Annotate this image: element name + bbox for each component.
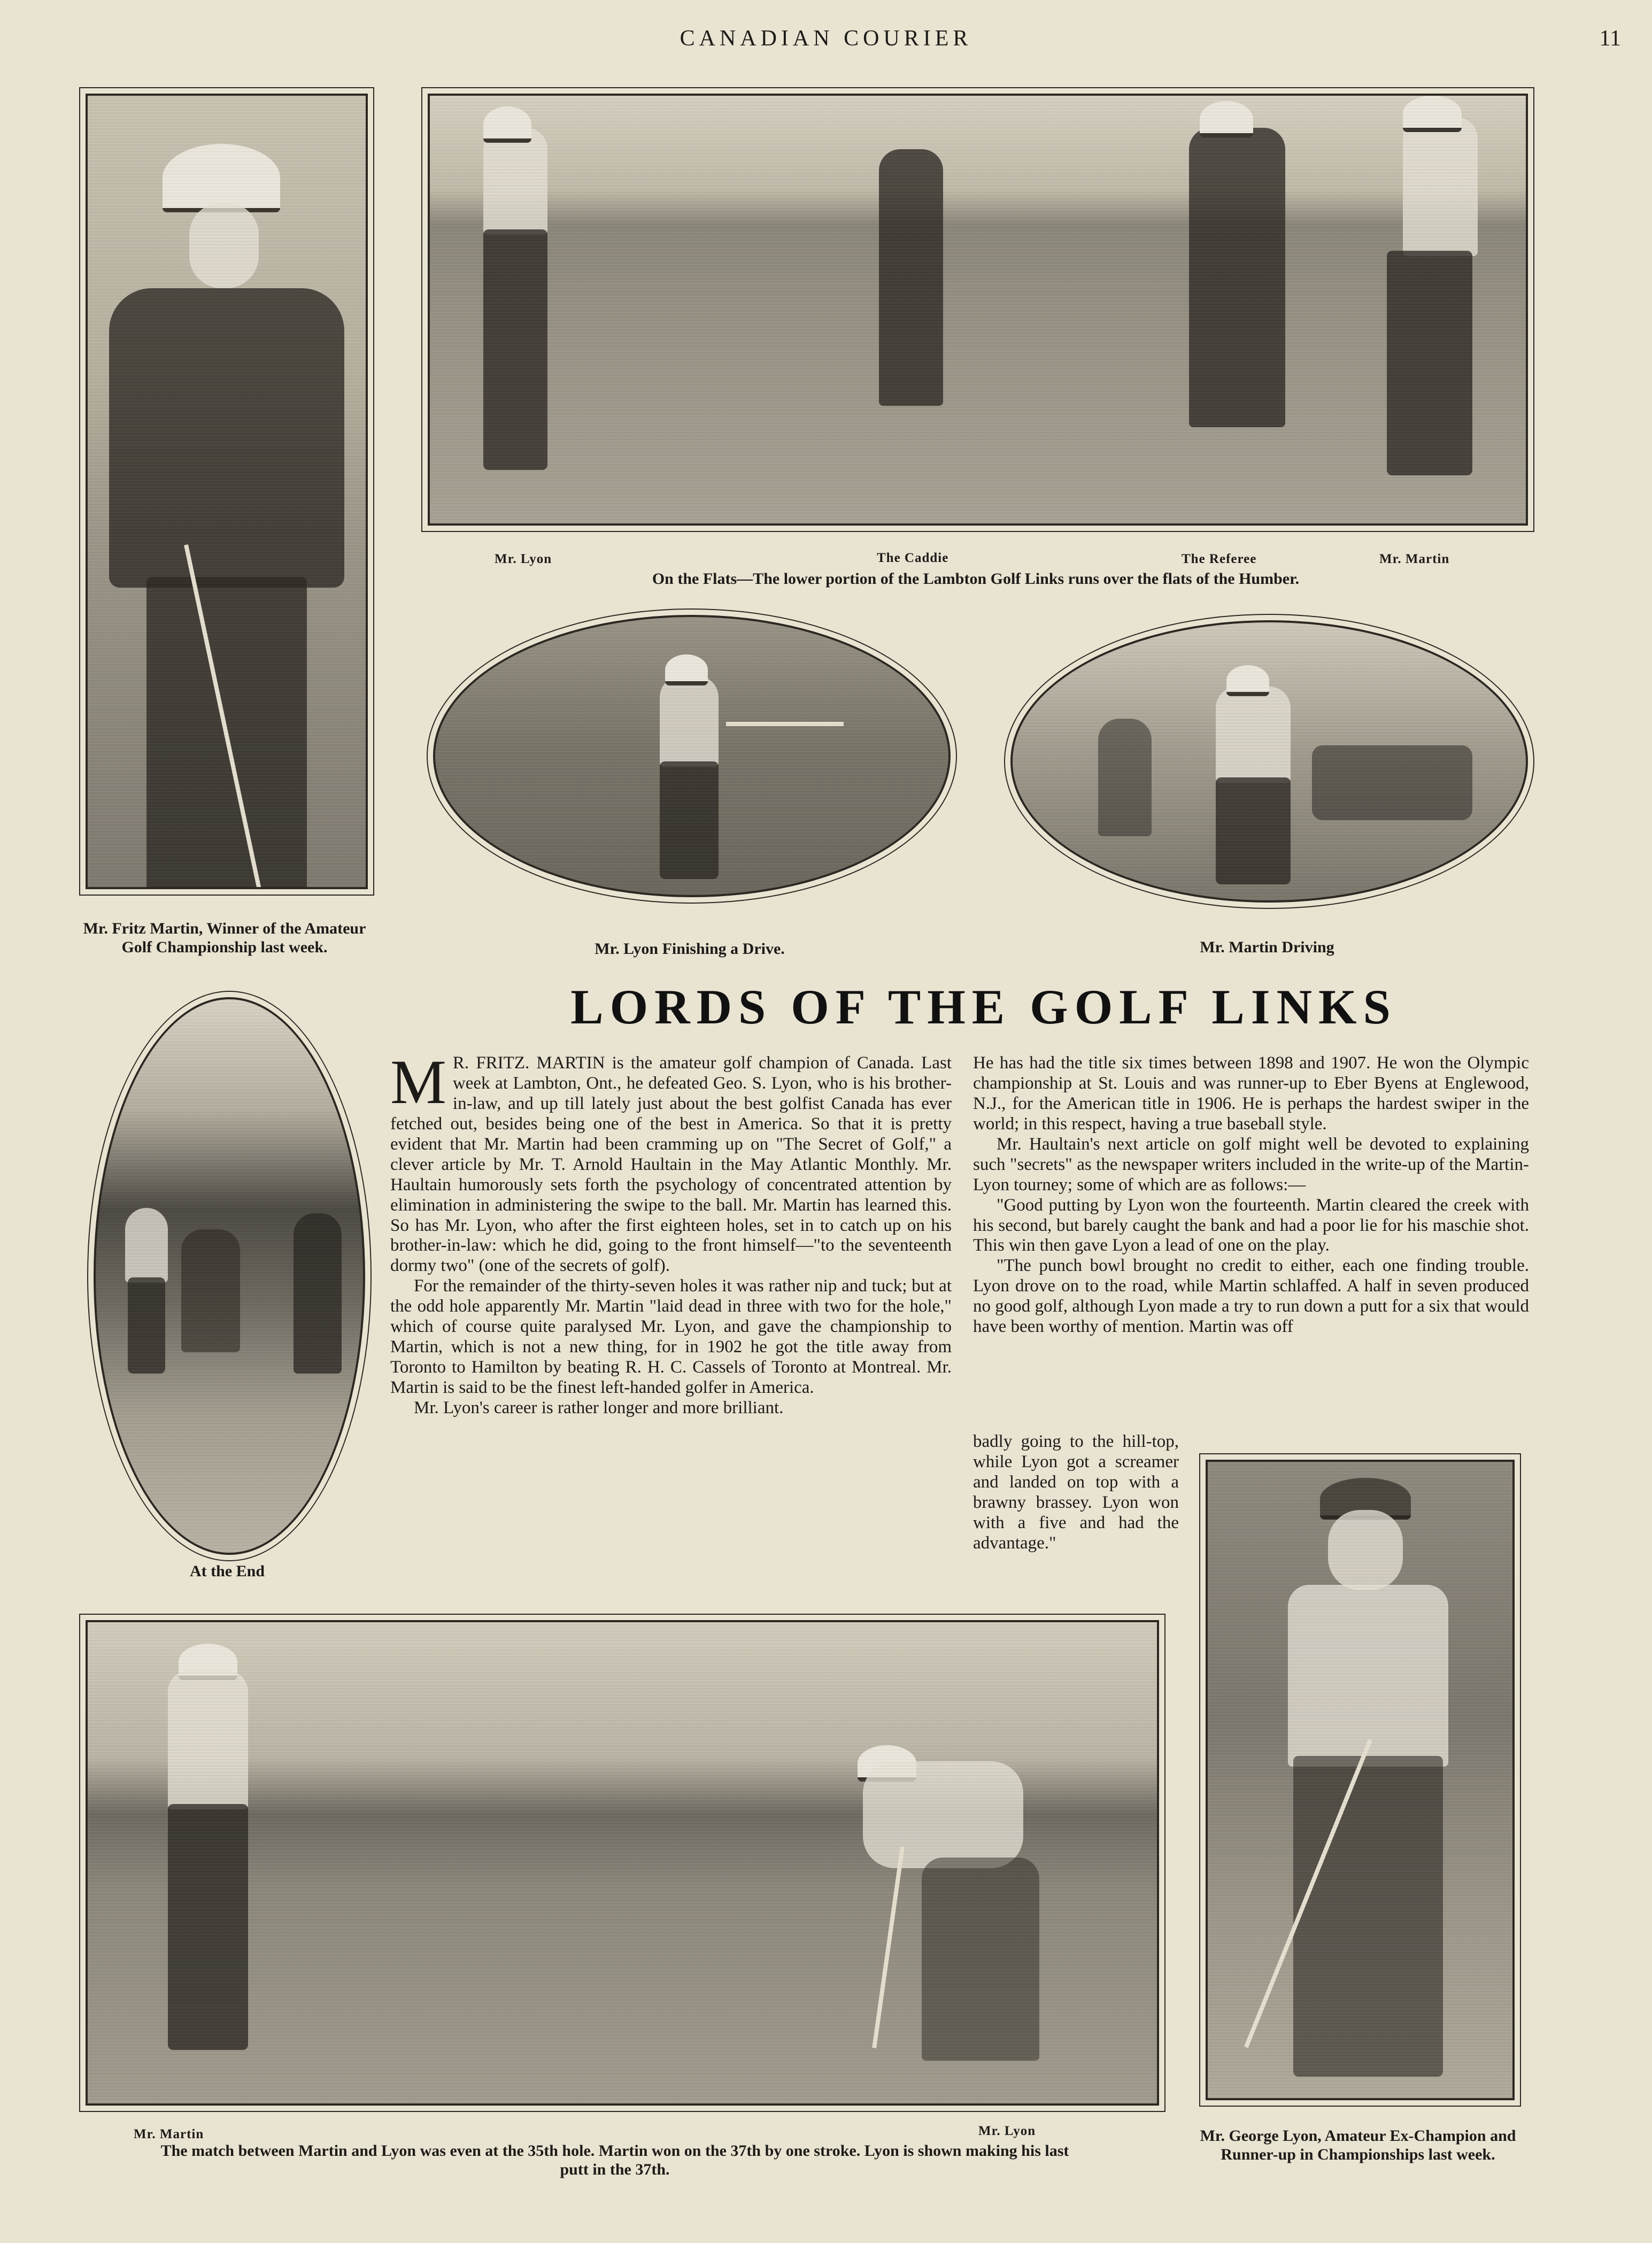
flats-caption: On the Flats—The lower portion of the Lambton Golf Links runs over the flats of the Humber. [652, 570, 1300, 588]
final-putt-photo [86, 1620, 1159, 2106]
lyon-portrait-caption: Mr. George Lyon, Amateur Ex-Champion and Runner-up in Championships last week. [1200, 2127, 1516, 2163]
article-column-2-narrow [973, 1432, 1179, 1554]
drop-cap: M [390, 1047, 446, 1117]
article-paragraph: badly going to the hill-top, while Lyon got a screamer and landed on top with a brawny brassey. Lyon won with a five and had the advantage." [973, 1432, 1179, 1553]
final-putt-caption: The match between Martin and Lyon was even at the 35th hole. Martin won on the 37th by one stroke. Lyon is shown making his last putt in the 37th. [160, 2142, 1069, 2178]
lyon-drive-caption: Mr. Lyon Finishing a Drive. [595, 940, 785, 958]
flats-label-lyon: Mr. Lyon [495, 552, 552, 566]
putt-label-martin: Mr. Martin [134, 2127, 204, 2141]
article-paragraph [390, 1047, 952, 1276]
flats-photo [428, 94, 1528, 526]
article-paragraph: Mr. Haultain's next article on golf might well be devoted to explaining such "secrets" as the newspaper writers included in the write-up of the Martin-Lyon tourney; some of which are as follows:— [973, 1134, 1529, 1194]
at-the-end-caption: At the End [189, 1562, 265, 1580]
flats-label-caddie: The Caddie [877, 551, 949, 565]
lyon-drive-photo [433, 615, 951, 897]
article-paragraph: "Good putting by Lyon won the fourteenth. Martin cleared the creek with his second, but barely caught the bank and had a poor lie for his maschie shot. This win then gave Lyon a lead of one on the play. [973, 1195, 1529, 1255]
article-paragraph-text: R. FRITZ. MARTIN is the amateur golf champion of Canada. Last week at Lambton, Ont., he defeated Geo. S. Lyon, who is his brother-in-law, and up till lately just about the best golfist Canada has ever fetched out, besides being one of the best in America. So that it is pretty evident that Mr. Martin had been cramming up on "The Secret of Golf," a clever article by Mr. T. Arnold Haultain in the May Atlantic Monthly. Mr. Haultain humorously sets forth the psychology of concentrated attention by elimination in administering the swipe to the ball. Mr. Martin has learned this. So has Mr. Lyon, who after the first eighteen holes, set in to catch up on his brother-in-law: which he did, going to the front himself—"to the seventeenth dormy two" (one of the secrets of golf). [390, 1053, 952, 1276]
martin-portrait-photo [86, 94, 368, 889]
at-the-end-photo [94, 997, 365, 1555]
lyon-portrait-photo [1206, 1460, 1515, 2100]
flats-label-referee: The Referee [1182, 552, 1257, 566]
article-paragraph: Mr. Lyon's career is rather longer and more brilliant. [414, 1398, 784, 1417]
martin-portrait-caption: Mr. Fritz Martin, Winner of the Amateur Golf Championship last week. [83, 920, 366, 956]
article-headline: LORDS OF THE GOLF LINKS [570, 980, 1397, 1034]
masthead: CANADIAN COURIER [680, 26, 972, 51]
article-column-2 [973, 1053, 1529, 1337]
page-number: 11 [1599, 26, 1621, 51]
martin-driving-photo [1010, 620, 1528, 903]
article-paragraph: He has had the title six times between 1898 and 1907. He won the Olympic championship at St. Louis and was runner-up to Eber Byens at Englewood, N.J., for the American title in 1906. He is perhaps the hardest swiper in the world; in this respect, having a true baseball style. [973, 1053, 1529, 1134]
putt-label-lyon: Mr. Lyon [978, 2124, 1036, 2138]
article-paragraph: For the remainder of the thirty-seven holes it was rather nip and tuck; but at the odd hole apparently Mr. Martin "laid dead in three with two for the hole," which of course quite paralysed Mr. Lyon, and gave the championship to Martin, which is not a new thing, for in 1902 he got the title away from Toronto to Hamilton by beating R. H. C. Cassels of Toronto at Montreal. Mr. Martin is said to be the finest left-handed golfer in America. [390, 1276, 952, 1397]
flats-label-martin: Mr. Martin [1379, 552, 1450, 566]
article-paragraph: "The punch bowl brought no credit to either, each one finding trouble. Lyon drove on to the road, while Martin schlaffed. A half in seven produced no good golf, although Lyon made a try to run down a putt for a six that would have been worthy of mention. Martin was off [973, 1256, 1529, 1337]
martin-driving-caption: Mr. Martin Driving [1200, 938, 1334, 956]
article-column-1 [390, 1047, 952, 1419]
